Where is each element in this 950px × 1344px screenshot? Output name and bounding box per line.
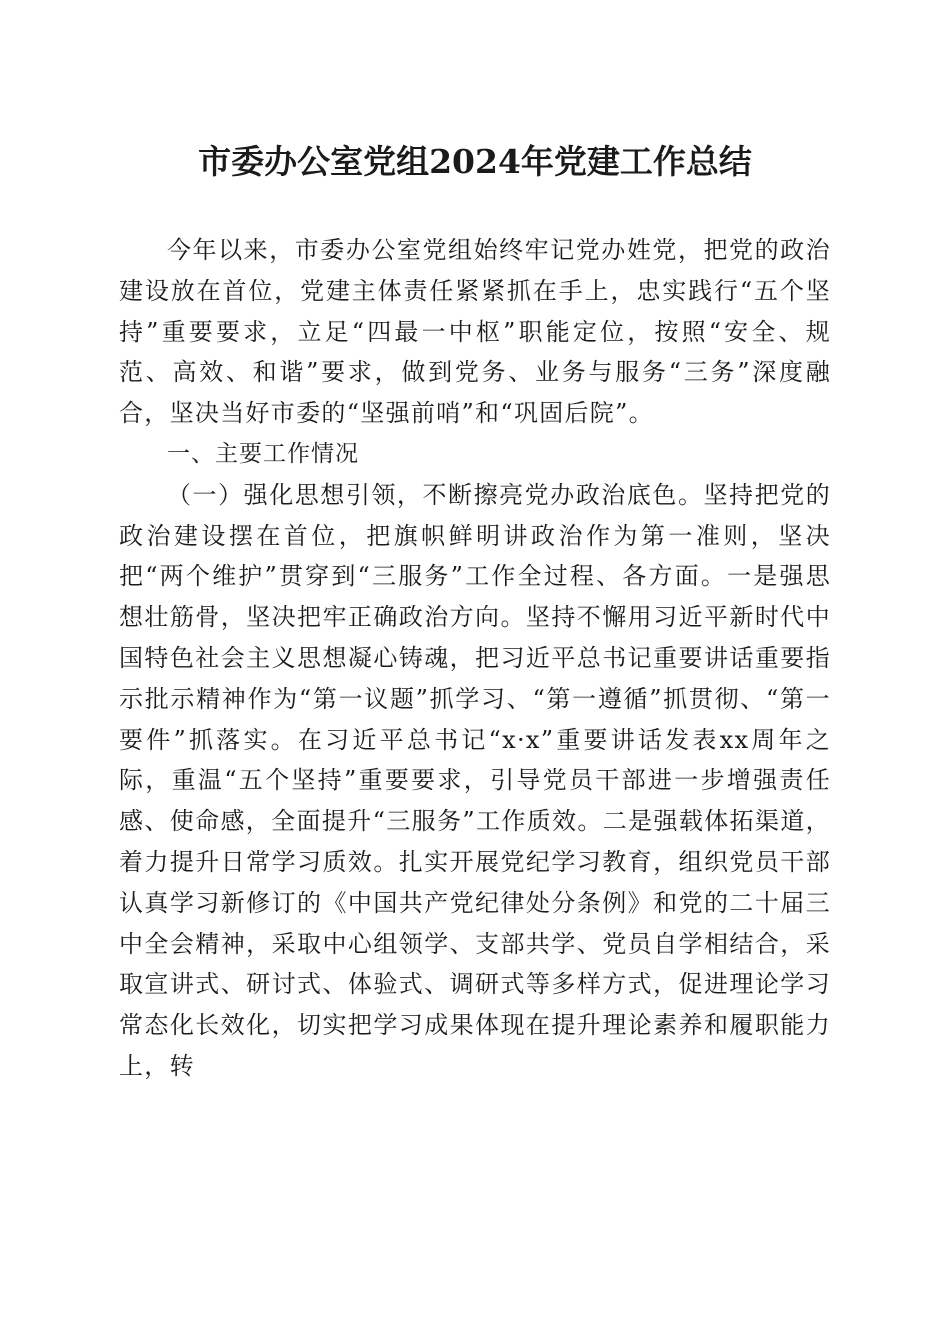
document-body (119, 230, 831, 1087)
subsection-heading: （一）强化思想引领，不断擦亮党办政治底色。 (167, 480, 704, 509)
section-heading: 一、主要工作情况 (167, 440, 359, 467)
intro-paragraph: 今年以来，市委办公室党组始终牢记党办姓党，把党的政治建设放在首位，党建主体责任紧紧抓在手上，忠实践行“五个坚持”重要要求，立足“四最一中枢”职能定位，按照“安全、规范、高效、和谐”要求，做到党务、业务与服务“三务”深度融合，坚决当好市委的“坚强前哨”和“巩固后院”。 (119, 236, 831, 428)
document-title: 市委办公室党组2024年党建工作总结 (198, 142, 752, 181)
subsection-body: 坚持把党的政治建设摆在首位，把旗帜鲜明讲政治作为第一准则，坚决把“两个维护”贯穿到“三服务”工作全过程、各方面。一是强思想壮筋骨，坚决把牢正确政治方向。坚持不懈用习近平新时代中国特色社会主义思想凝心铸魂，把习近平总书记重要讲话重要指示批示精神作为“第一议题”抓学习、“第一遵循”抓贯彻、“第一要件”抓落实。在习近平总书记“x·x”重要讲话发表xx周年之际，重温“五个坚持”重要要求，引导党员干部进一步增强责任感、使命感，全面提升“三服务”工作质效。二是强载体拓渠道，着力提升日常学习质效。扎实开展党纪学习教育，组织党员干部认真学习新修订的《中国共产党纪律处分条例》和党的二十届三中全会精神，采取中心组领学、支部共学、党员自学相结合，采取宣讲式、研讨式、体验式、调研式等多样方式，促进理论学习常态化长效化，切实把学习成果体现在提升理论素养和履职能力上，转 (119, 480, 831, 1080)
subsection-paragraph (119, 475, 831, 1087)
